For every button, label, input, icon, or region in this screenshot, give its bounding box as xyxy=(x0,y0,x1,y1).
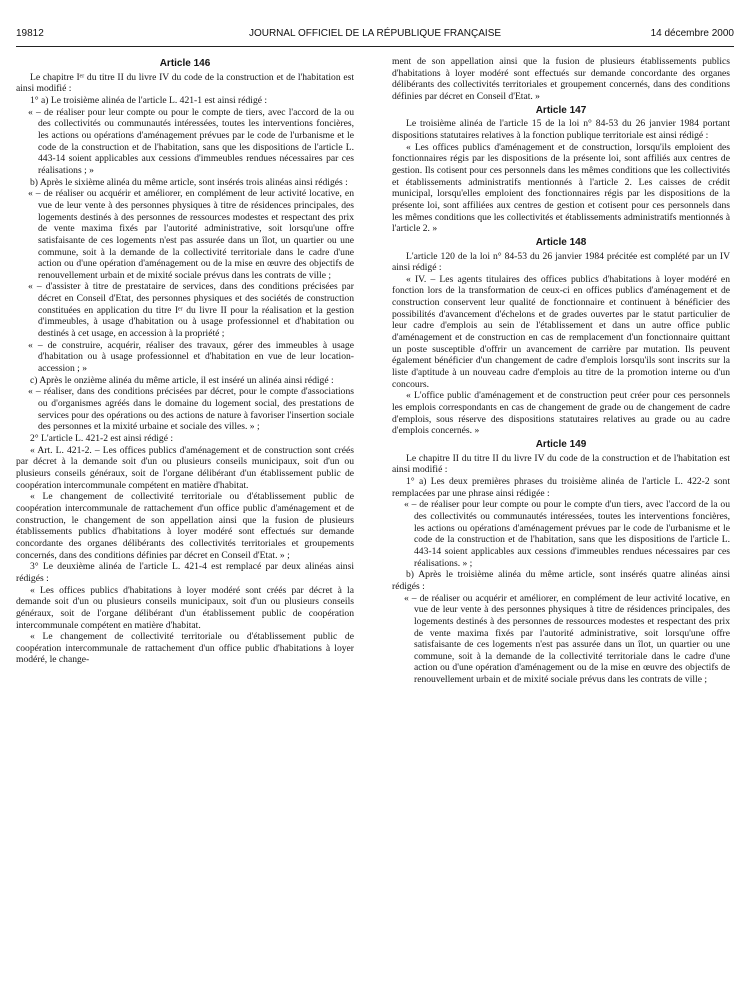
quoted-provision: « – de réaliser ou acquérir et améliorer, en complément de leur activité locative, en vue de leur vente à des personnes physiques à titre de résidences principales, des logements destinés à des personnes de ressources modestes et respectant des prix de vente maxima fixés par l'autorité administrative, soit lorsqu'une offre satisfaisante de ces logements n'est pas assurée dans un îlot, un quartier ou une commune, soit à la demande de la collectivité territoriale dans le cadre d'une action ou d'une opération d'aménagement ou de la mise en œuvre des objectifs de renouvellement urbain et de mixité sociale prévus dans les contrats de ville ; xyxy=(404,592,730,686)
page-header xyxy=(16,28,734,42)
paragraph: b) Après le sixième alinéa du même article, sont insérés trois alinéas ainsi rédigés : xyxy=(30,176,348,188)
publication-date: 14 décembre 2000 xyxy=(650,28,734,39)
quoted-provision: « – de réaliser pour leur compte ou pour le compte de tiers, avec l'accord de la ou des collectivités ou communautés intéressées, toutes les interventions foncières, les actions ou opérations d'aménagement prévues par le code de l'urbanisme et le code de la construction et de l'habitation, sans que les dispositions de l'article L. 443-14 soient applicables aux cessions d'immeubles rendues nécessaires par ces réalisations ; » xyxy=(28,106,354,176)
paragraph: Le chapitre Iᵉʳ du titre II du livre IV du code de la construction et de l'habitation est ainsi modifié : xyxy=(16,71,354,95)
header-rule xyxy=(16,46,734,47)
left-column xyxy=(16,56,354,666)
paragraph: c) Après le onzième alinéa du même article, il est inséré un alinéa ainsi rédigé : xyxy=(30,374,334,386)
paragraph: b) Après le troisième alinéa du même article, sont insérés quatre alinéas ainsi rédigés : xyxy=(392,569,730,592)
quoted-provision: « – de construire, acquérir, réaliser des travaux, gérer des immeubles à usage d'habitation ou à usage professionnel et d'habitation en vue de leur location-accession ; » xyxy=(28,339,354,375)
paragraph: Le chapitre II du titre II du livre IV du code de la construction et de l'habitation est ainsi modifié : xyxy=(392,452,730,476)
paragraph: « Les offices publics d'habitations à loyer modéré sont créés par décret à la demande soit d'un ou plusieurs conseils municipaux, soit d'un ou plusieurs conseils généraux, soit de l'organe délibérant d'un établissement public de coopération intercommunale compétent en matière d'habitat. xyxy=(16,584,354,631)
paragraph: « IV. – Les agents titulaires des offices publics d'habitations à loyer modéré en fonction lors de la transformation de ceux-ci en offices publics d'aménagement et de construction conservent leur qualité de fonctionnaire et continuent à bénéficier des possibilités d'avancement d'échelons et de grades ouvertes par le statut particulier de leur cadre d'emplois au sein de l'établissement et dans un autre office public d'aménagement et de construction en cas de remplacement d'un fonctionnaire quittant un poste susceptible d'offrir un avancement de carrière par mutation. Ils peuvent également bénéficier d'un changement de cadre d'emplois lorsqu'ils sont inscrits sur la liste d'aptitude à un nouveau cadre d'emplois au titre de la promotion interne ou d'un concours. xyxy=(392,273,730,390)
right-column xyxy=(392,56,730,686)
article-heading: Article 147 xyxy=(535,104,587,116)
paragraph: « Art. L. 421-2. – Les offices publics d'aménagement et de construction sont créés par décret à la demande soit d'un ou plusieurs conseils municipaux, soit d'un ou plusieurs conseils généraux, soit de l'organe délibérant d'un établissement public de coopération intercommunale compétent en matière d'habitat. xyxy=(16,444,354,491)
quoted-provision: « – d'assister à titre de prestataire de services, dans des conditions précisées par décret en Conseil d'Etat, des personnes physiques et des sociétés de construction constituées en application du titre Iᵉʳ du livre II pour la réalisation et la gestion d'immeubles, à usage d'habitation ou à usage professionnel et d'habitation ou destinés à cet usage, en accession à la propriété ; xyxy=(28,281,354,340)
continued-paragraph: ment de son appellation ainsi que la fusion de plusieurs établissements publics d'habitations à loyer modéré sont effectués sur demande concordante des organes délibérants des collectivités territoriales et groupement concernés, dans des conditions définies par décret en Conseil d'Etat. » xyxy=(392,56,730,102)
paragraph: « L'office public d'aménagement et de construction peut créer pour ces personnels les emplois correspondants en cas de changement de grade ou de changement de cadre d'emplois, sous réserve des dispositions statutaires relatives au grade ou au cadre d'emplois concernés. » xyxy=(392,390,730,437)
paragraph: 3° Le deuxième alinéa de l'article L. 421-4 est remplacé par deux alinéas ainsi rédigés : xyxy=(16,561,354,584)
paragraph: « Le changement de collectivité territoriale ou d'établissement public de coopération intercommunale de rattachement d'un office public d'habitations à loyer modéré, le change- xyxy=(16,631,354,666)
paragraph: Le troisième alinéa de l'article 15 de la loi n° 84-53 du 26 janvier 1984 portant dispositions statutaires relatives à la fonction publique territoriale est ainsi rédigé : xyxy=(392,118,730,141)
paragraph: 2° L'article L. 421-2 est ainsi rédigé : xyxy=(30,433,174,444)
article-heading: Article 149 xyxy=(535,439,587,450)
article-heading: Article 148 xyxy=(535,236,587,248)
article-heading: Article 146 xyxy=(159,58,211,69)
paragraph: « Les offices publics d'aménagement et de construction, lorsqu'ils emploient des fonctionnaires régis par les dispositions de la présente loi, sont affiliés aux centres de gestion. Ils cotisent pour ces personnels dans les mêmes conditions que les collectivités et établissements administratifs mentionnés à l'article 2. Les caisses de crédit municipal, lorsqu'elles emploient des fonctionnaires régis par les dispositions de la présente loi, sont affiliées aux centres de gestion et cotisent pour ces personnels dans les mêmes conditions que les collectivités et établissements administratifs mentionnés à l'article 2. » xyxy=(392,141,730,235)
paragraph: « Le changement de collectivité territoriale ou d'établissement public de coopération intercommunale de rattachement d'un office public d'aménagement et de construction, le changement de son appellation ainsi que la fusion de plusieurs établissements publics d'habitations à loyer modéré sont effectués sur demande concordante des organes délibérants des collectivités territoriales et groupements concernés, dans des conditions définies par décret en Conseil d'Etat. » ; xyxy=(16,491,354,561)
quoted-provision: « – réaliser, dans des conditions précisées par décret, pour le compte d'associations ou d'organismes agréés dans le domaine du logement social, des prestations de services pour des opérations ou des actions de nature à favoriser l'insertion sociale des personnes et la mixité urbaine et sociale des villes. » ; xyxy=(28,386,354,433)
paragraph: 1° a) Le troisième alinéa de l'article L. 421-1 est ainsi rédigé : xyxy=(30,94,268,106)
quoted-provision: « – de réaliser ou acquérir et améliorer, en complément de leur activité locative, en vue de leur vente à des personnes physiques à titre de résidences principales, des logements destinés à des personnes de ressources modestes et respectant des prix de vente maxima fixés par l'autorité administrative, soit lorsqu'une offre satisfaisante de ces logements n'est pas assurée dans un îlot, un quartier ou une commune, soit à la demande de la collectivité territoriale dans le cadre d'une action ou d'une opération d'aménagement ou de la mise en œuvre des objectifs de renouvellement urbain et de mixité sociale prévus dans les contrats de ville ; xyxy=(28,188,354,281)
paragraph: 1° a) Les deux premières phrases du troisième alinéa de l'article L. 422-2 sont remplacées par une phrase ainsi rédigée : xyxy=(392,475,730,499)
journal-title: JOURNAL OFFICIEL DE LA RÉPUBLIQUE FRANÇAISE xyxy=(248,28,502,39)
page-number: 19812 xyxy=(16,28,44,39)
quoted-provision: « – de réaliser pour leur compte ou pour le compte d'un tiers, avec l'accord de la ou des collectivités ou communautés intéressées, toutes les interventions foncières, les actions ou opérations d'aménagement prévues par le code de l'urbanisme et le code de la construction et de l'habitation, sans que les dispositions de l'article L. 443-14 soient applicables aux cessions d'immeubles rendues nécessaires par ces réalisations. » ; xyxy=(404,499,730,569)
paragraph: L'article 120 de la loi n° 84-53 du 26 janvier 1984 précitée est complété par un IV ainsi rédigé : xyxy=(392,250,730,274)
